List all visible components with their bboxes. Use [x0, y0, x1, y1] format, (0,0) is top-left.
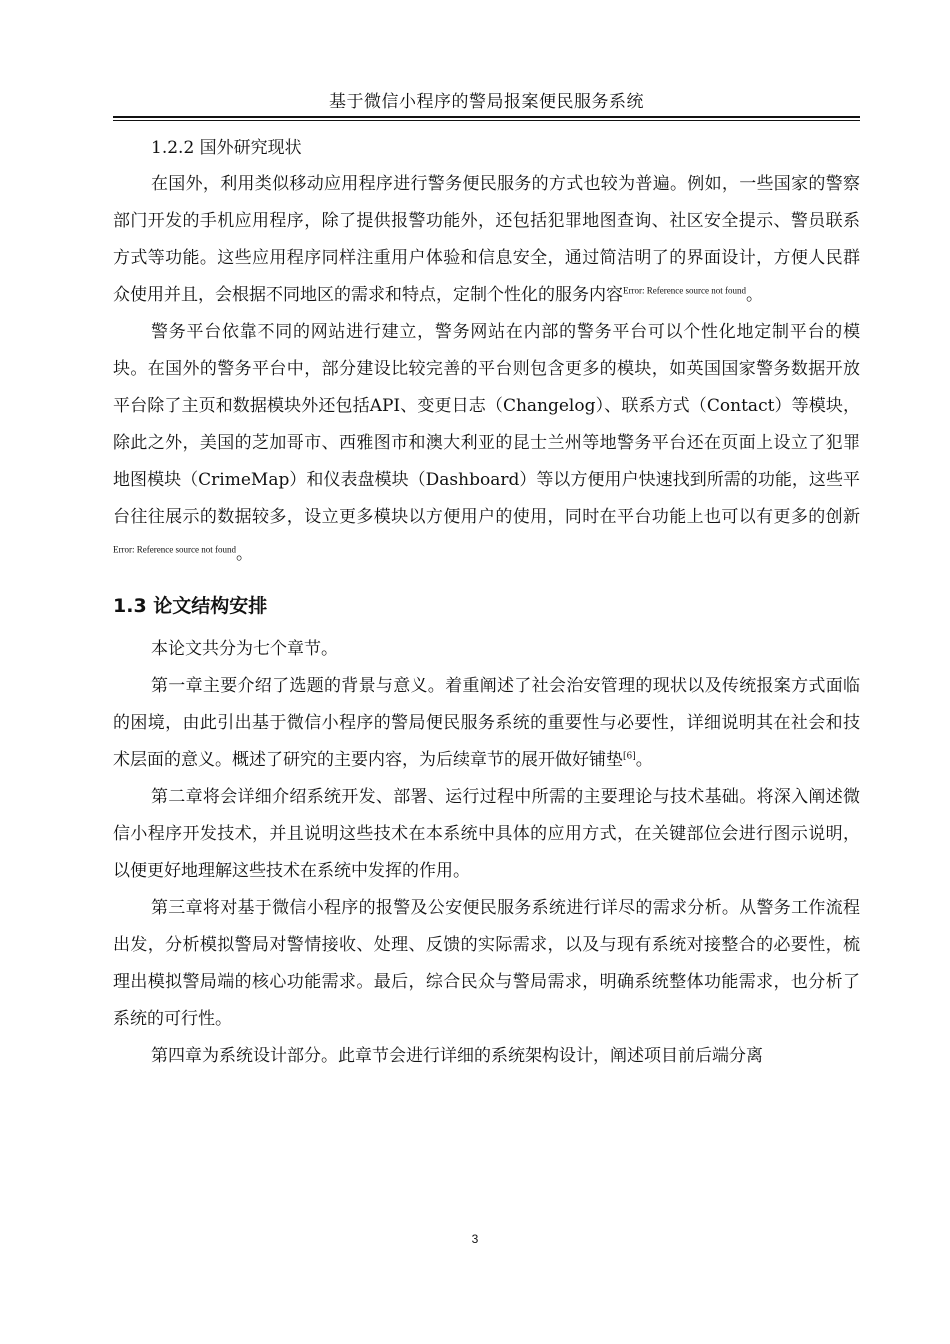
paragraph: 第三章将对基于微信小程序的报警及公安便民服务系统进行详尽的需求分析。从警务工作流程出发，分析模拟警局对警情接收、处理、反馈的实际需求，以及与现有系统对接整合的必要性，梳理出模拟警局端的核心功能需求。最后，综合民众与警局需求，明确系统整体功能需求，也分析了系统的可行性。: [113, 898, 860, 1029]
paragraph: 第四章为系统设计部分。此章节会进行详细的系统架构设计，阐述项目前后端分离: [151, 1046, 763, 1066]
reference-error-note: Error: Reference source not found: [113, 544, 236, 555]
punctuation: 。: [235, 544, 253, 564]
subsection-heading: 1.2.2 国外研究现状: [151, 138, 302, 158]
reference-error-note: Error: Reference source not found: [623, 285, 746, 296]
paragraph-text: 第一章主要介绍了选题的背景与意义。着重阐述了社会治安管理的现状以及传统报案方式面临的困境，由此引出基于微信小程序的警局便民服务系统的重要性与必要性，详细说明其在社会和技术层面的意义。概述了研究的主要内容，为后续章节的展开做好铺垫: [113, 676, 860, 770]
paragraph: [113, 314, 860, 573]
header-rule-thick: [113, 116, 860, 118]
punctuation: 。: [745, 285, 763, 305]
paragraph-text: 警务平台依靠不同的网站进行建立，警务网站在内部的警务平台可以个性化地定制平台的模块。在国外的警务平台中，部分建设比较完善的平台则包含更多的模块，如英国国家警务数据开放平台除了主页和数据模块外还包括API、变更日志（Changelog）、联系方式（Contact）等模块，除此之外，美国的芝加哥市、西雅图市和澳大利亚的昆士兰州等地警务平台还在页面上设立了犯罪地图模块（CrimeMap）和仪表盘模块（Dashboard）等以方便用户快速找到所需的功能，这些平台往往展示的数据较多，设立更多模块以方便用户的使用，同时在平台功能上也可以有更多的创新: [113, 322, 860, 527]
section-heading: 1.3 论文结构安排: [113, 595, 268, 617]
paragraph: [113, 668, 860, 779]
header-rule-thin: [113, 120, 860, 121]
paragraph: [113, 166, 860, 314]
paragraph: 本论文共分为七个章节。: [151, 639, 338, 659]
page-body: [113, 130, 860, 1075]
citation: [6]: [623, 751, 636, 762]
page-number: 3: [471, 1232, 479, 1246]
running-header: 基于微信小程序的警局报案便民服务系统: [329, 92, 644, 112]
punctuation: 。: [635, 750, 653, 770]
paragraph: 第二章将会详细介绍系统开发、部署、运行过程中所需的主要理论与技术基础。将深入阐述微信小程序开发技术，并且说明这些技术在本系统中具体的应用方式，在关键部位会进行图示说明，以便更好地理解这些技术在系统中发挥的作用。: [113, 787, 860, 881]
paragraph-text: 在国外，利用类似移动应用程序进行警务便民服务的方式也较为普遍。例如，一些国家的警察部门开发的手机应用程序，除了提供报警功能外，还包括犯罪地图查询、社区安全提示、警员联系方式等功能。这些应用程序同样注重用户体验和信息安全，通过简洁明了的界面设计，方便人民群众使用并且，会根据不同地区的需求和特点，定制个性化的服务内容: [113, 174, 860, 305]
